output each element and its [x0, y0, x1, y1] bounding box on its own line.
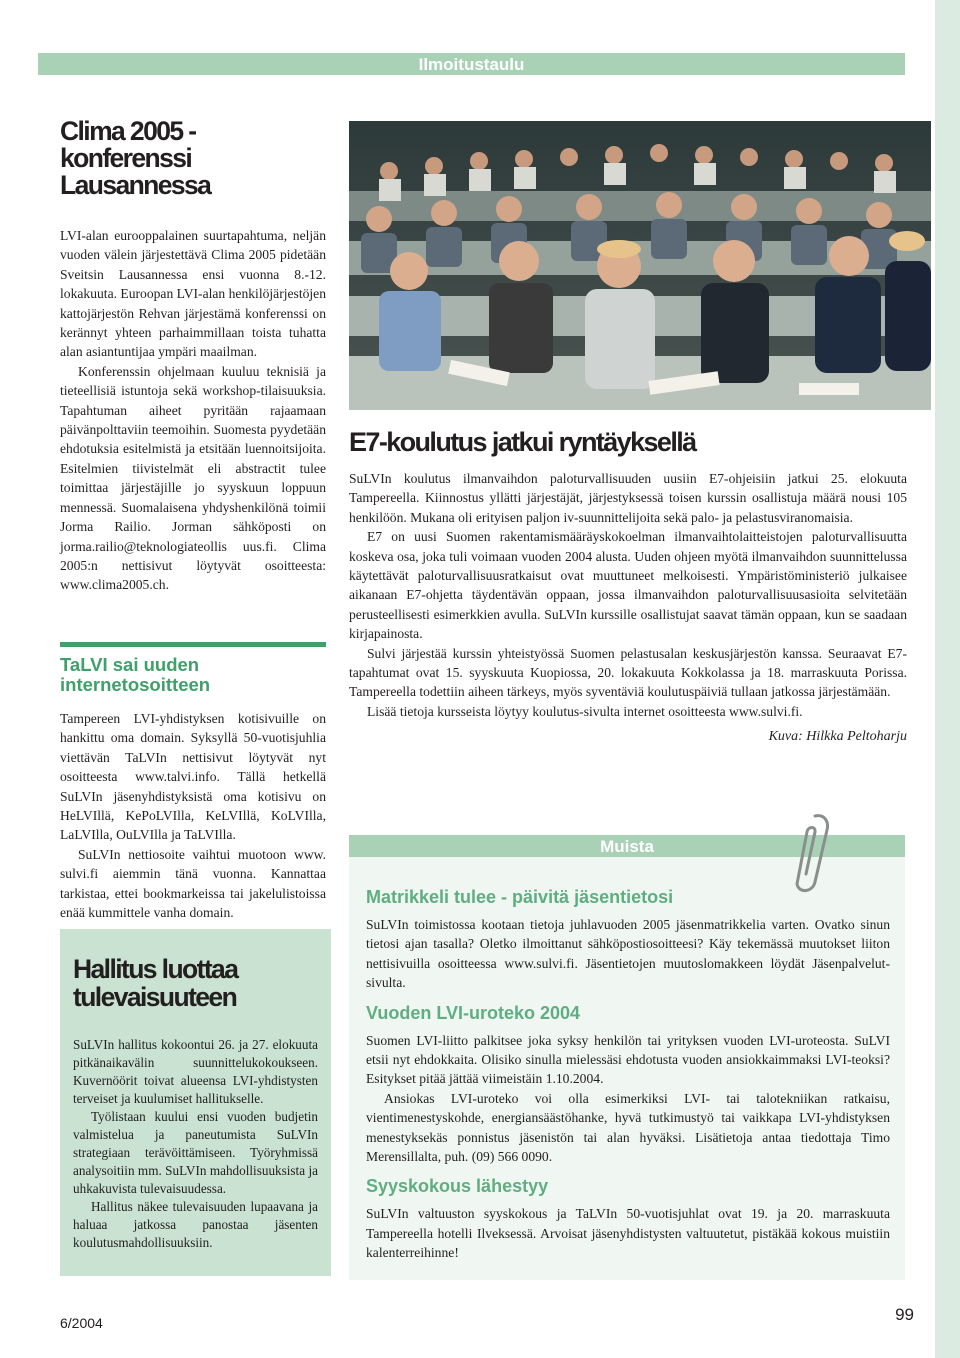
muista-item-paragraph: SuLVIn toimistossa kootaan tietoja juhlavuoden 2005 jäsenmatrikkelia varten. Ovatko sinun tietosi ajan tasalla? Oletko ilmoittanut sähköpostiosoitteesi? Käy tekemässä muutokset liiton nettisivuilla osoitteessa www.sulvi.fi. Jäsentietojen muutoslomakkeen löydät Jäsenpalvelut-sivulta. [366, 917, 890, 991]
muista-item-title: Matrikkeli tulee - päivitä jäsentietosi [366, 887, 674, 907]
muista-item-title: Vuoden LVI-uroteko 2004 [366, 1002, 581, 1023]
article-paragraph: SuLVIn hallitus kokoontui 26. ja 27. elokuuta pitkänaikavälin suunnittelukokoukseen. Kuvernöörit toivat alueensa LVI-yhdistysten terveiset ja kuulumiset hallitukselle. [73, 1037, 318, 1106]
muista-label: Muista [600, 837, 654, 856]
hallitus-panel [60, 929, 331, 1276]
issue-number: 6/2004 [60, 1315, 103, 1331]
article-title: TaLVI sai uuden internetosoitteen [60, 654, 211, 695]
article-e7 [349, 426, 907, 747]
seminar-photo [349, 121, 931, 410]
muista-item-title: Syyskokous lähestyy [366, 1176, 549, 1197]
muista-item-paragraph: Suomen LVI-liitto palkitsee joka syksy henkilön tai yrityksen vuoden LVI-uroteosta. SuLVI etsii nyt ehdokkaita. Olisiko sinulla mielessäsi ehdotusta vuoden ansiokkaimmaksi LVI-teoksi? Esitykset pitää jättää viimeistäin 1.10.2004. [366, 1032, 890, 1087]
article-paragraph: Hallitus näkee tulevaisuuden lupaavana ja haluaa jatkossa panostaa jäsenten koulutusmahdollisuuksiin. [73, 1199, 318, 1250]
article-paragraph: Sulvi järjestää kurssin yhteistyössä Suomen pelastusalan keskusjärjestön kanssa. Seuraavat E7-tapahtumat ovat 15. syyskuuta Kuopiossa, 20. lokakuuta Kokkolassa ja 18. marraskuuta Porissa. Tampereella todettiin aiheen tärkeys, myös syventäviä koulutuspäiviä tullaan jatkossa järjestämään. [349, 645, 907, 700]
article-paragraph: SuLVIn nettiosoite vaihtui muotoon www. sulvi.fi aiemmin tänä vuonna. Kannattaa tarkistaa, ettei bookmarkeissa tai jakelulistoissa enää kummittele vanha domain. [60, 846, 326, 921]
article-paragraph: Konferenssin ohjelmaan kuuluu teknisiä ja tieteellisiä istuntoja sekä workshop-tilaisuuksia. Tapahtuman aiheet pyritään rajaamaan päivänpolttaviin teemoihin. Suomesta pyydetään ehdotuksia esitelmistä ja etsitään luennoitsijoita. Esitelmien tiivistelmät eli abstractit tulee toimittaa järjestäjille jo syyskuun loppuun mennessä. Suomalaisena yhdyshenkilönä toimii Jorma Railio. Jorman sähköposti on jorma.railio@teknologiateollis uus.fi. Clima 2005:n nettisivut löytyvät osoitteesta: www.clima2005.ch. [60, 363, 326, 593]
section-label: Ilmoitustaulu [418, 55, 525, 74]
paperclip-icon [785, 812, 833, 898]
article-paragraph: E7 on uusi Suomen rakentamismääräyskokoelman ilmanvaihtolaitteistojen paloturvallisuutta koskeva osa, joka tuli voimaan vuoden 2004 alusta. Uuden ohjeen myötä ilmanvaihdon suunnittelussa käytettävät paloturvallisuusratkaisut ovat muuttuneet melkoisesti. Ympäristöministeriö julkaisee aikanaan E7-ohjetta täydentävän oppaan, jossa ilmanvaihdon paloturvallisuusasioita selvitetään perusteellisesti esimerkkien avulla. SuLVIn kurssille osallistujat saavat tämän oppaan, kun se saadaan kirjapainosta. [349, 529, 907, 642]
article-title: E7-koulutus jatkui ryntäyksellä [349, 427, 696, 457]
muista-item-paragraph: Ansiokas LVI-uroteko voi olla esimerkiksi LVI- tai talotekniikan ratkaisu, vientimenestyskohde, energiansäästöhanke, hyvä tutkimustyö tai vaikkapa LVI-yhdistyksen menestyksekäs ponnistus jäsenistön tai alan hyväksi. Lisätietoja antaa tiedottaja Timo Merensillalta, puh. (09) 566 0090. [366, 1090, 890, 1165]
article-paragraph: Työlistaan kuului ensi vuoden budjetin valmistelua ja paneutumista SuLVIn strategiaan terävöittämiseen. Työryhmissä analysoitiin mm. SuLVIn mahdollisuuksista ja uhkakuvista tulevaisuudessa. [73, 1109, 318, 1196]
article-paragraph: SuLVIn koulutus ilmanvaihdon paloturvallisuuden uusiin E7-ohjeisiin jatkui 25. elokuuta Tampereella. Kiinnostus yllätti järjestäjät, järjestyksessä toisen kurssin osallistuja määrä nousi 105 henkilöön. Mukana oli erityisen paljon iv-suunnittelijoita sekä palo- ja pelastusviranomaisia. [349, 471, 907, 525]
section-header-bar [38, 53, 905, 75]
article-paragraph: LVI-alan eurooppalainen suurtapahtuma, neljän vuoden välein järjestettävä Clima 2005 pidetään Sveitsin Lausannessa ensi vuonna 8.-12. lokakuuta. Euroopan LVI-alan henkilöjärjestöjen kattojärjestön Rehvan järjestämä konferenssi on kerännyt yhteen parhaimmillaan toista tuhatta alan asiantuntijaa ympäri maailman. [60, 228, 327, 360]
section-divider [60, 642, 326, 647]
audience-photo-image [349, 121, 931, 410]
page-number: 99 [895, 1305, 914, 1324]
article-paragraph: Tampereen LVI-yhdistyksen kotisivuille on hankittu oma domain. Syksyllä 50-vuotisjuhlia viettävän TaLVIn nettisivut löytyvät nyt osoitteesta www.talvi.info. Tällä hetkellä SuLVIn jäsenyhdistyksistä oma kotisivu on HeLVIllä, KePoLVIlla, KeLVIllä, KoLVIlla, LaLVIlla, OuLVIlla ja TaLVIlla. [60, 711, 326, 843]
article-paragraph: Lisää tietoja kursseista löytyy koulutus-sivulta internet osoitteesta www.sulvi.fi. [367, 703, 803, 719]
muista-box [349, 857, 905, 1280]
article-talvi [60, 655, 326, 922]
article-title: Clima 2005 - konferenssi Lausannessa [60, 116, 211, 200]
photo-credit: Kuva: Hilkka Peltoharju [768, 729, 907, 745]
article-title: Hallitus luottaa tulevaisuuteen [73, 954, 238, 1012]
article-clima [60, 118, 326, 595]
muista-item-paragraph: SuLVIn valtuuston syyskokous ja TaLVIn 50-vuotisjuhlat ovat 19. ja 20. marraskuuta Tampereella hotelli Ilveksessä. Arvoisat jäsenyhdistysten valtuutetut, pistäkää kokous muistiin kalenterreihinne! [366, 1206, 890, 1261]
right-edge-strip [935, 0, 960, 1358]
